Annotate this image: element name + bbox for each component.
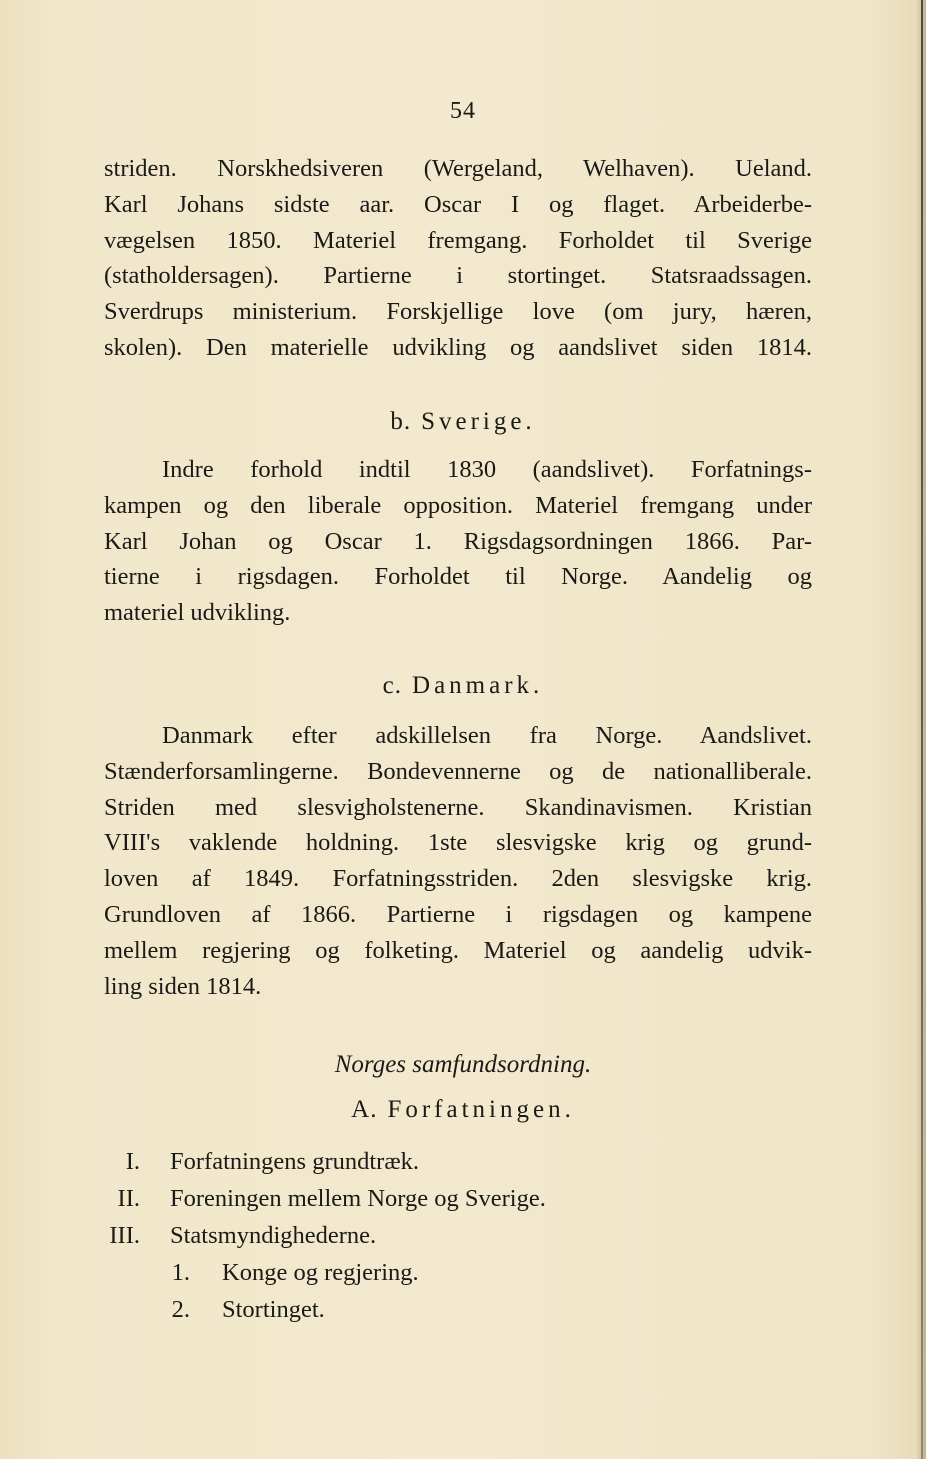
outline-label: Foreningen mellem Norge og Sverige. [170, 1185, 546, 1212]
paragraph-line: loven af 1849. Forfatningsstriden. 2den slesvigske krig. [104, 865, 812, 893]
outline-number: I. [125, 1148, 140, 1175]
section-heading-forfatningen [0, 1096, 926, 1124]
page-number: 54 [450, 98, 476, 124]
section-heading-danmark [0, 672, 926, 700]
paragraph-line: Stænderforsamlingerne. Bondevennerne og de nationalliberale. [104, 757, 812, 785]
paragraph-line: VIII's vaklende holdning. 1ste slesvigske krig og grund- [104, 829, 812, 857]
paragraph-line: Sverdrups ministerium. Forskjellige love (om jury, hæren, [104, 298, 812, 326]
section-title: Danmark. [412, 672, 544, 699]
paragraph-line: Karl Johans sidste aar. Oscar I og flaget. Arbeiderbe- [104, 190, 812, 218]
paragraph-line: Indre forhold indtil 1830 (aandslivet). Forfatnings- [162, 456, 812, 483]
section-title: Forfatningen. [387, 1096, 575, 1123]
outline-label: Statsmyndighederne. [170, 1222, 377, 1249]
norge-paragraph [104, 151, 812, 366]
paragraph-line: tierne i rigsdagen. Forholdet til Norge. Aandelig og [104, 563, 812, 591]
section-title: Sverige. [421, 408, 536, 435]
paragraph-line: skolen). Den materielle udvikling og aandslivet siden 1814. [104, 333, 812, 361]
paragraph-line: striden. Norskhedsiveren (Wergeland, Welhaven). Ueland. [104, 155, 812, 182]
paragraph-line: kampen og den liberale opposition. Materiel fremgang under [104, 491, 812, 519]
paragraph-line: materiel udvikling. [104, 599, 291, 627]
outline-label: Stortinget. [222, 1296, 325, 1323]
paragraph-line: Striden med slesvigholstenerne. Skandinavismen. Kristian [104, 793, 812, 821]
section-letter: c. [382, 672, 403, 699]
outline-label: Konge og regjering. [222, 1259, 419, 1286]
outline-number: 1. [171, 1259, 190, 1286]
paragraph-line: ling siden 1814. [104, 972, 262, 1000]
outline-label: Forfatningens grundtræk. [170, 1148, 420, 1175]
section-letter: b. [390, 408, 412, 435]
section-heading-sverige [0, 408, 926, 436]
danmark-paragraph [104, 718, 812, 1004]
sverige-paragraph [104, 452, 812, 631]
outline-number: 2. [171, 1296, 190, 1323]
paragraph-line: Danmark efter adskillelsen fra Norge. Aandslivet. [162, 722, 812, 749]
section-letter: A. [351, 1096, 378, 1123]
paragraph-line: (statholdersagen). Partierne i stortinget. Statsraadssagen. [104, 262, 812, 290]
outline-number: II. [117, 1185, 140, 1212]
outline-number: III. [109, 1222, 140, 1249]
paragraph-line: mellem regjering og folketing. Materiel og aandelig udvik- [104, 936, 812, 964]
paragraph-line: Karl Johan og Oscar 1. Rigsdagsordningen 1866. Par- [104, 527, 812, 555]
paragraph-line: vægelsen 1850. Materiel fremgang. Forholdet til Sverige [104, 226, 812, 254]
chapter-heading: Norges samfundsordning. [334, 1051, 592, 1078]
paragraph-line: Grundloven af 1866. Partierne i rigsdagen og kampene [104, 900, 812, 928]
page-edge [921, 0, 923, 1459]
